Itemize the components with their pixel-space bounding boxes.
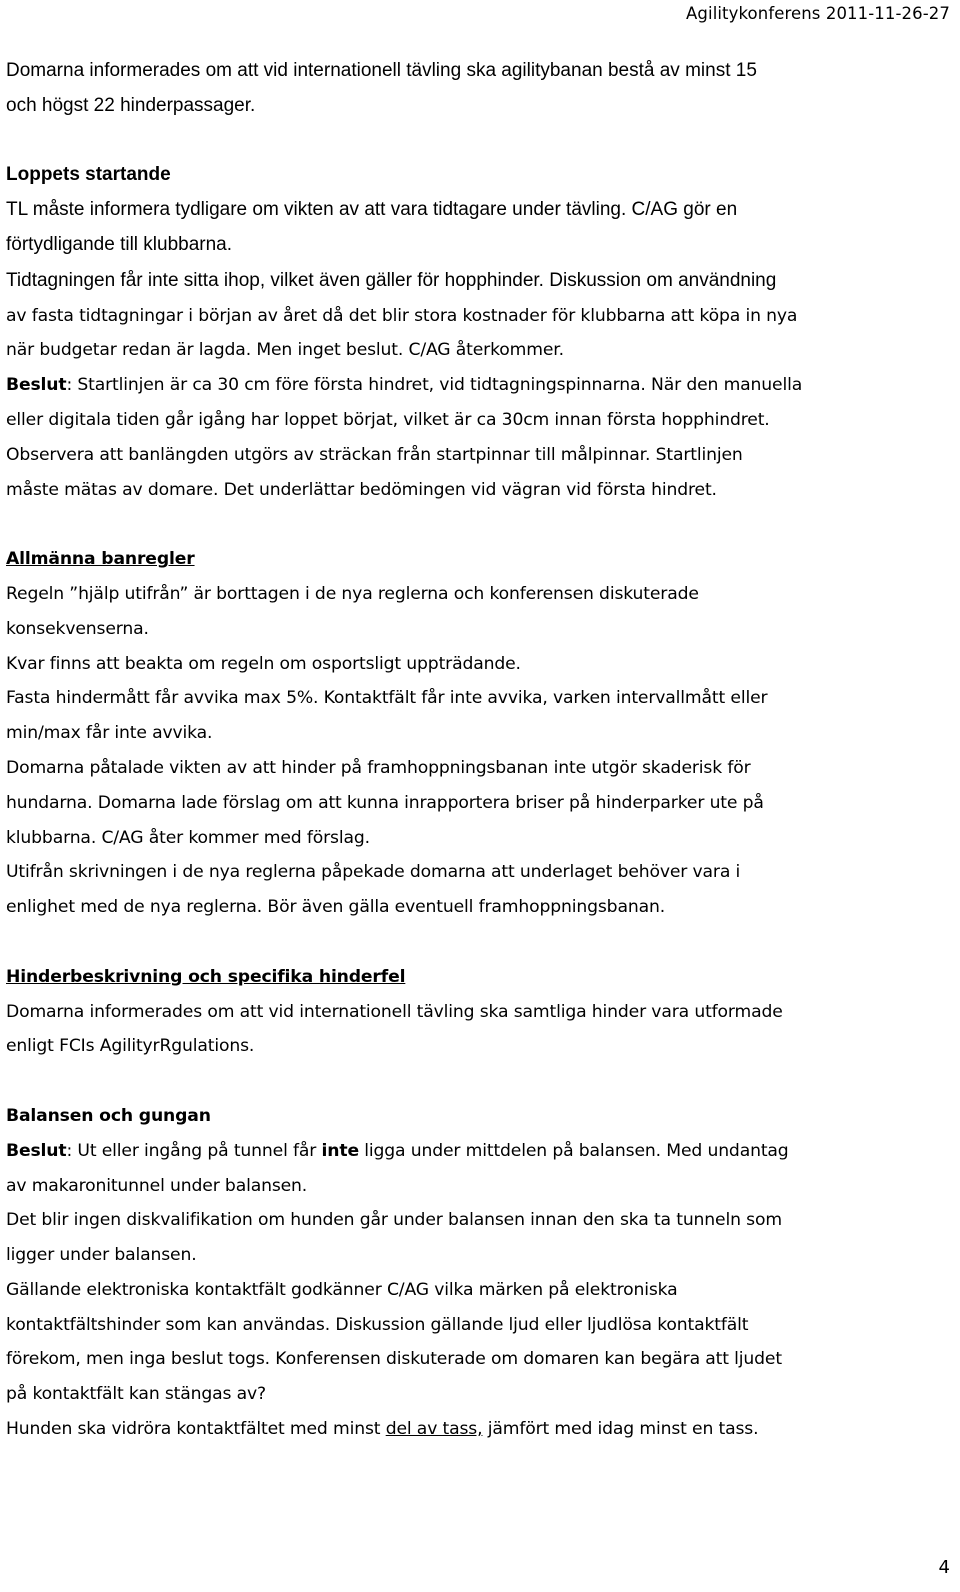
paragraph-line: Kvar finns att beakta om regeln om osportsligt uppträdande.: [6, 653, 521, 674]
text-run: Tidtagningen får inte sitta ihop, vilket även gäller för hopphinder.: [6, 269, 544, 291]
paragraph-line: [6, 1412, 951, 1447]
paragraph-line: konsekvenserna.: [6, 618, 149, 639]
paragraph-line: Observera att banlängden utgörs av sträckan från startpinnar till målpinnar. Startlinjen: [6, 444, 743, 465]
paragraph-line: min/max får inte avvika.: [6, 723, 213, 744]
text-run: Hunden ska vidröra kontaktfältet med minst: [6, 1419, 386, 1440]
underlined-phrase: del av tass,: [385, 1419, 483, 1440]
paragraph-line: när budgetar redan är lagda. Men inget beslut. C/AG återkommer.: [6, 340, 564, 361]
paragraph-line: Gällande elektroniska kontaktfält godkänner C/AG vilka märken på elektroniska: [6, 1279, 678, 1300]
paragraph-line: ligger under balansen.: [6, 1245, 197, 1266]
paragraph-line: TL måste informera tydligare om vikten av att vara tidtagare under tävling. C/AG gör en: [6, 199, 738, 221]
section-heading-general: Allmänna banregler: [6, 549, 195, 570]
paragraph-line: [6, 368, 951, 403]
paragraph-line: kontaktfältshinder som kan användas. Diskussion gällande ljud eller ljudlösa kontaktfält: [6, 1314, 749, 1335]
text-run: : Startlinjen är ca 30 cm före första hindret, vid tidtagningspinnarna. När den manuella: [66, 375, 803, 396]
paragraph-line: förtydligande till klubbarna.: [6, 233, 233, 255]
paragraph-line: Regeln ”hjälp utifrån” är borttagen i de nya reglerna och konferensen diskuterade: [6, 583, 699, 604]
paragraph-line: förekom, men inga beslut togs. Konferensen diskuterade om domaren kan begära att ljudet: [6, 1349, 782, 1370]
beslut-label: Beslut: [6, 1140, 67, 1161]
text-run: jämfört med idag minst en tass.: [482, 1419, 759, 1440]
paragraph-line: av fasta tidtagningar i början av året då det blir stora kostnader för klubbarna att köpa in nya: [6, 305, 798, 326]
paragraph-line: måste mätas av domare. Det underlättar bedömingen vid vägran vid första hindret.: [6, 479, 717, 500]
paragraph-line: Domarna informerades om att vid internationell tävling ska samtliga hinder vara utformade: [6, 1001, 783, 1022]
paragraph-line: Domarna påtalade vikten av att hinder på framhoppningsbanan inte utgör skaderisk för: [6, 757, 751, 778]
section-heading-obstacles: Hinderbeskrivning och specifika hinderfel: [6, 966, 406, 987]
beslut-label: Beslut: [6, 375, 67, 396]
text-run: ligga under mittdelen på balansen. Med undantag: [358, 1140, 789, 1161]
paragraph-line: [6, 1134, 951, 1169]
paragraph-line: Fasta hindermått får avvika max 5%. Kontaktfält får inte avvika, varken intervallmått eller: [6, 688, 768, 709]
text-run: Diskussion om användning: [543, 269, 777, 291]
paragraph-line: [6, 263, 951, 299]
paragraph-line: Det blir ingen diskvalifikation om hunden går under balansen innan den ska ta tunneln som: [6, 1210, 782, 1231]
section-heading-balance: Balansen och gungan: [6, 1105, 211, 1126]
paragraph-line: klubbarna. C/AG åter kommer med förslag.: [6, 827, 370, 848]
paragraph-line: Utifrån skrivningen i de nya reglerna påpekade domarna att underlaget behöver vara i: [6, 862, 741, 883]
intro-line: och högst 22 hinderpassager.: [6, 94, 256, 116]
page-header: Agilitykonferens 2011-11-26-27: [686, 4, 950, 23]
page-number: 4: [938, 1557, 950, 1578]
paragraph-line: av makaronitunnel under balansen.: [6, 1175, 308, 1196]
emphasis-inte: inte: [321, 1140, 359, 1161]
paragraph-line: på kontaktfält kan stängas av?: [6, 1384, 267, 1405]
intro-line: Domarna informerades om att vid internationell tävling ska agilitybanan bestå av minst 15: [6, 60, 757, 81]
section-heading-start: Loppets startande: [6, 164, 171, 186]
paragraph-line: eller digitala tiden går igång har loppet börjat, vilket är ca 30cm innan första hopphindret.: [6, 409, 770, 430]
document-body: [6, 54, 951, 1447]
paragraph-line: enlighet med de nya reglerna. Bör även gälla eventuell framhoppningsbanan.: [6, 897, 666, 918]
text-run: : Ut eller ingång på tunnel får: [66, 1140, 322, 1161]
paragraph-line: hundarna. Domarna lade förslag om att kunna inrapportera briser på hinderparker ute på: [6, 792, 764, 813]
paragraph-line: enligt FCIs AgilityrRgulations.: [6, 1036, 255, 1057]
